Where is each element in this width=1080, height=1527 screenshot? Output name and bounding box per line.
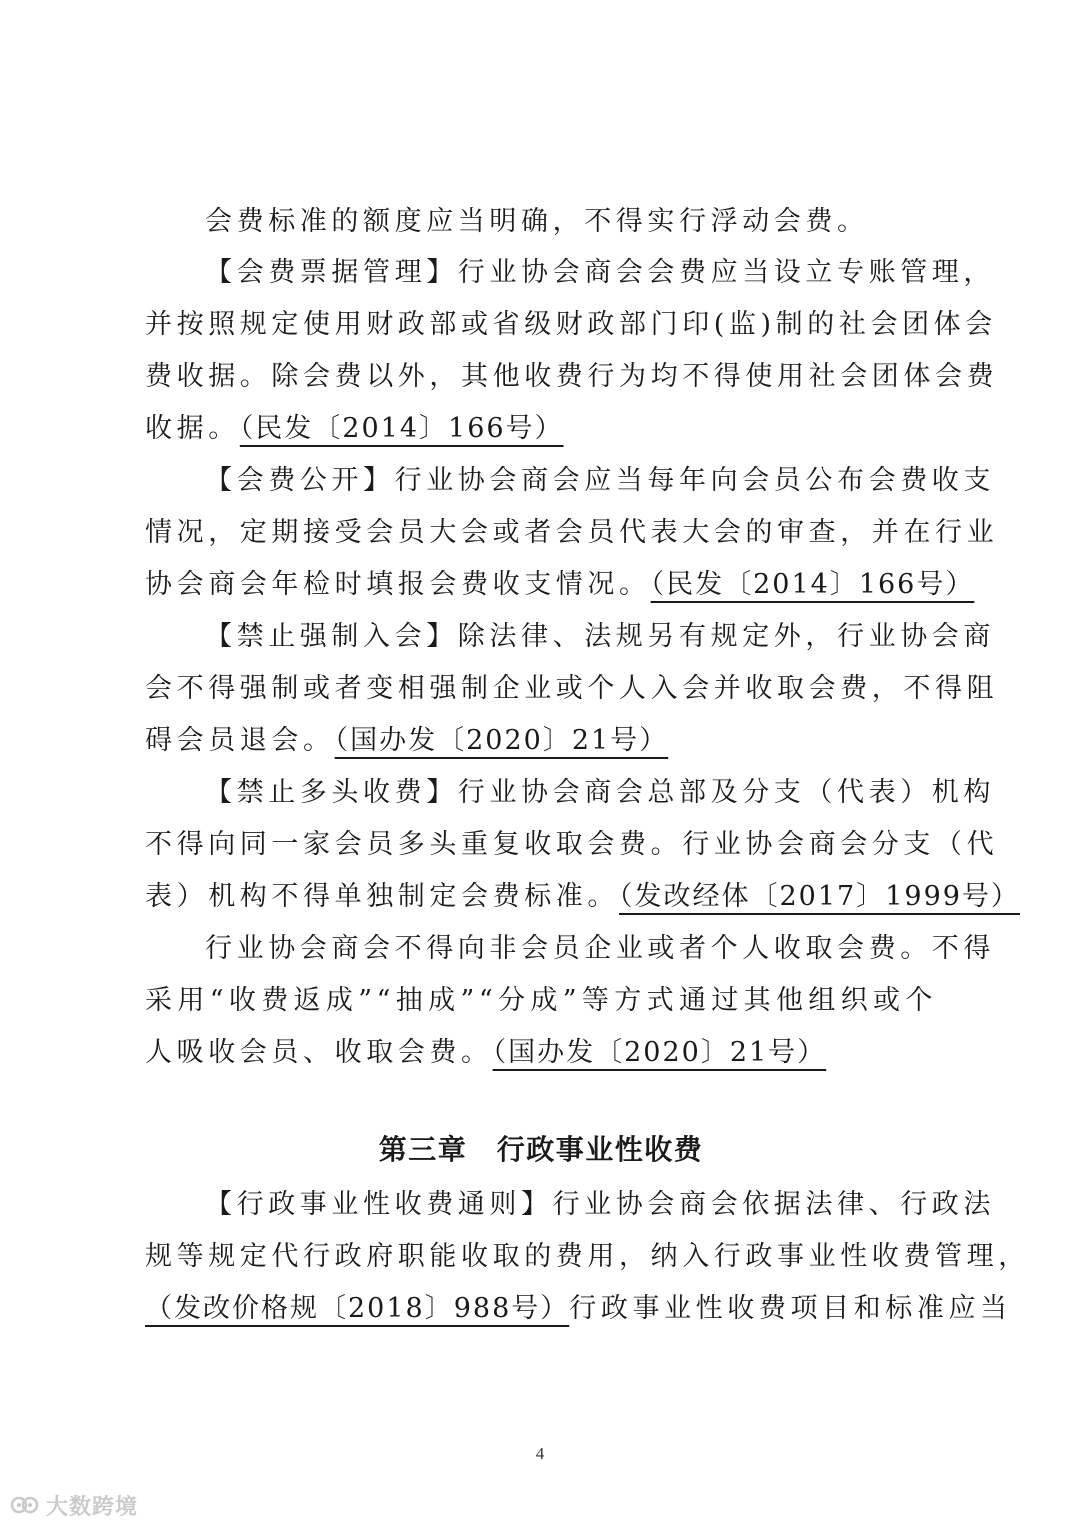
watermark-logo-icon [10, 1492, 40, 1518]
paragraph-line: 【禁止强制入会】除法律、法规另有规定外，行业协会商 [205, 621, 995, 652]
paragraph-line: 情况，定期接受会员大会或者会员代表大会的审查，并在行业 [145, 517, 999, 548]
chapter-title: 第三章 行政事业性收费 [378, 1133, 704, 1166]
paragraph-line: 行业协会商会不得向非会员企业或者个人收取会费。不得 [205, 933, 995, 964]
page-number: 4 [535, 1444, 545, 1463]
paragraph-line: 并按照规定使用财政部或省级财政部门印(监)制的社会团体会 [145, 309, 997, 340]
paragraph-line: 采用“收费返成”“抽成”“分成”等方式通过其他组织或个 [145, 985, 937, 1016]
watermark [10, 1490, 138, 1520]
paragraph-line: 会不得强制或者变相强制企业或个人入会并收取会费，不得阻 [145, 673, 999, 704]
paragraph-line: 【禁止多头收费】行业协会商会总部及分支（代表）机构 [205, 777, 995, 808]
citation-reference: （国办发〔2020〕21号） [334, 725, 669, 756]
citation-reference: （民发〔2014〕166号） [650, 569, 975, 600]
paragraph-line: 会费标准的额度应当明确，不得实行浮动会费。 [205, 206, 869, 237]
citation-reference: （发改价格规〔2018〕988号） [145, 1293, 570, 1324]
watermark-text: 大数跨境 [46, 1494, 139, 1520]
citation-reference: （发改经体〔2017〕1999号） [619, 881, 1020, 912]
paragraph-line: 碍会员退会。（国办发〔2020〕21号） [145, 725, 669, 756]
paragraph-line: 收据。（民发〔2014〕166号） [145, 413, 564, 444]
citation-reference: （民发〔2014〕166号） [239, 413, 564, 444]
paragraph-line: （发改价格规〔2018〕988号）行政事业性收费项目和标准应当 [145, 1293, 1012, 1324]
paragraph-line: 【会费票据管理】行业协会商会会费应当设立专账管理， [205, 257, 995, 288]
paragraph-line: 【行政事业性收费通则】行业协会商会依据法律、行政法 [205, 1189, 995, 1220]
paragraph-line: 人吸收会员、收取会费。（国办发〔2020〕21号） [145, 1037, 827, 1068]
paragraph-line: 不得向同一家会员多头重复收取会费。行业协会商会分支（代 [145, 829, 999, 860]
paragraph-line: 规等规定代行政府职能收取的费用，纳入行政事业性收费管理， [145, 1241, 1030, 1272]
paragraph-line: 【会费公开】行业协会商会应当每年向会员公布会费收支 [205, 465, 995, 496]
paragraph-line: 表）机构不得单独制定会费标准。（发改经体〔2017〕1999号） [145, 881, 1020, 912]
paragraph-line: 费收据。除会费以外，其他收费行为均不得使用社会团体会费 [145, 361, 999, 392]
paragraph-line: 协会商会年检时填报会费收支情况。（民发〔2014〕166号） [145, 569, 975, 600]
citation-reference: （国办发〔2020〕21号） [492, 1037, 827, 1068]
